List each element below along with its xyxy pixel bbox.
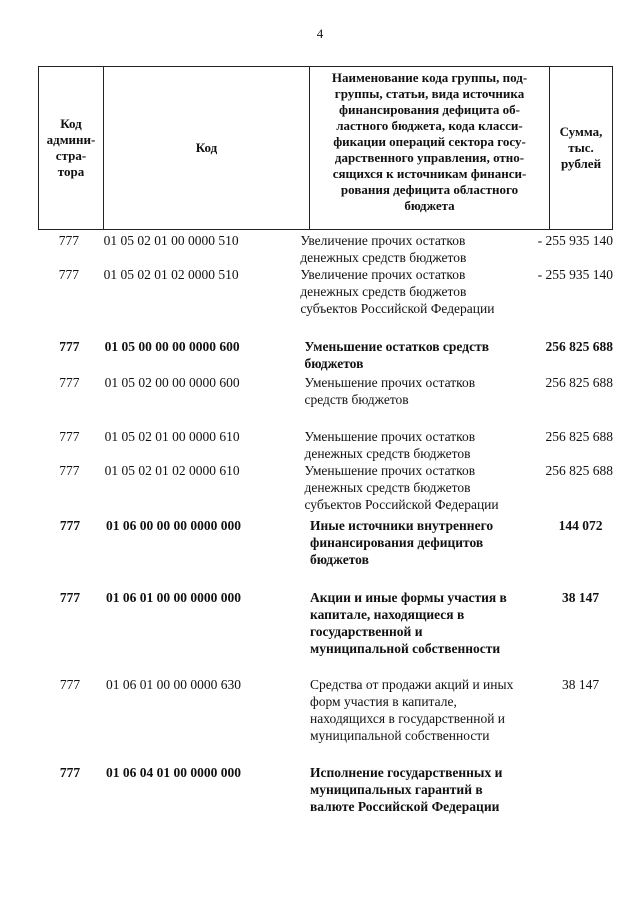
code-cell: 01 05 02 01 02 0000 610 xyxy=(104,463,240,478)
name-line: Увеличение прочих остатков xyxy=(300,267,466,282)
admin-code-cell: 777 xyxy=(58,233,79,248)
header-line: Наименование кода группы, под- xyxy=(331,70,528,85)
name-line: Средства от продажи акций и иных xyxy=(310,677,514,692)
sum-cell: - 255 935 140 xyxy=(537,233,614,248)
table-row xyxy=(38,764,613,815)
name-cell xyxy=(308,676,548,744)
name-cell xyxy=(298,266,529,317)
name-cell xyxy=(308,764,548,815)
header-admin-code xyxy=(39,67,103,229)
header-line: тора xyxy=(57,164,85,179)
name-cell xyxy=(302,428,537,462)
name-line: Уменьшение прочих остатков xyxy=(304,463,476,478)
table-row xyxy=(38,338,613,372)
table-row xyxy=(38,266,613,317)
header-line: рования дефицита областного xyxy=(340,182,519,197)
header-line: финансирования дефицита об- xyxy=(338,102,520,117)
name-line: муниципальной собственности xyxy=(310,641,501,656)
name-line: субъектов Российской Федерации xyxy=(304,497,499,512)
sum-cell: 144 072 xyxy=(558,518,603,533)
code-cell: 01 05 02 01 00 0000 610 xyxy=(104,429,240,444)
name-line: бюджетов xyxy=(310,552,369,567)
name-line: Уменьшение прочих остатков xyxy=(304,429,476,444)
name-line: форм участия в капитале, xyxy=(310,694,457,709)
header-line: Код xyxy=(195,140,218,155)
admin-code-cell: 777 xyxy=(59,339,80,354)
admin-code-cell: 777 xyxy=(59,518,81,533)
name-line: средств бюджетов xyxy=(304,392,409,407)
name-line: находящихся в государственной и xyxy=(310,711,506,726)
name-line: муниципальной собственности xyxy=(310,728,490,743)
header-line: Сумма, xyxy=(559,124,603,139)
sum-cell: 256 825 688 xyxy=(545,339,614,354)
name-cell xyxy=(298,232,529,266)
name-line: финансирования дефицитов xyxy=(310,535,484,550)
name-line: бюджетов xyxy=(304,356,364,371)
header-line: админи- xyxy=(46,132,96,147)
name-line: денежных средств бюджетов xyxy=(300,250,467,265)
name-line: капитале, находящиеся в xyxy=(310,607,465,622)
admin-code-cell: 777 xyxy=(59,677,81,692)
sum-cell: 38 147 xyxy=(561,677,600,692)
header-line: дарственного управления, отно- xyxy=(334,150,525,165)
name-cell xyxy=(302,462,537,513)
admin-code-cell: 777 xyxy=(59,463,80,478)
name-line: денежных средств бюджетов xyxy=(304,446,471,461)
header-name xyxy=(309,67,549,229)
name-line: муниципальных гарантий в xyxy=(310,782,483,797)
name-cell xyxy=(302,338,537,372)
name-line: Уменьшение прочих остатков xyxy=(304,375,476,390)
header-line: бюджета xyxy=(404,198,455,213)
name-line: Иные источники внутреннего xyxy=(310,518,494,533)
table-row xyxy=(38,428,613,462)
code-cell: 01 05 00 00 00 0000 600 xyxy=(104,339,240,354)
name-line: денежных средств бюджетов xyxy=(300,284,467,299)
name-line: Уменьшение остатков средств xyxy=(304,339,489,354)
header-line: фикации операций сектора госу- xyxy=(333,134,526,149)
header-line: тыс. рублей xyxy=(560,140,602,171)
admin-code-cell: 777 xyxy=(59,590,81,605)
sum-cell: - 255 935 140 xyxy=(537,267,614,282)
table-body xyxy=(38,232,613,815)
table-row xyxy=(38,517,613,568)
header-line: сящихся к источникам финанси- xyxy=(332,166,527,181)
table-header xyxy=(38,66,613,230)
table-row xyxy=(38,462,613,513)
header-line: ластного бюджета, кода класси- xyxy=(336,118,523,133)
admin-code-cell: 777 xyxy=(58,267,79,282)
admin-code-cell: 777 xyxy=(59,429,80,444)
code-cell: 01 06 01 00 00 0000 000 xyxy=(106,590,241,605)
name-line: государственной и xyxy=(310,624,423,639)
header-line: Код xyxy=(60,116,82,131)
code-cell: 01 06 01 00 00 0000 630 xyxy=(106,677,241,692)
code-cell: 01 05 02 01 02 0000 510 xyxy=(103,267,239,282)
admin-code-cell: 777 xyxy=(59,375,80,390)
header-line: группы, статьи, вида источника xyxy=(334,86,525,101)
sum-cell: 38 147 xyxy=(561,590,600,605)
header-sum xyxy=(549,67,612,229)
header-code xyxy=(103,67,309,229)
admin-code-cell: 777 xyxy=(59,765,81,780)
sum-cell: 256 825 688 xyxy=(545,429,614,444)
table-row xyxy=(38,374,613,408)
name-line: Исполнение государственных и xyxy=(310,765,503,780)
sum-cell xyxy=(548,764,613,815)
sum-cell: 256 825 688 xyxy=(545,463,614,478)
table-row xyxy=(38,589,613,657)
header-line: стра- xyxy=(55,148,87,163)
code-cell: 01 05 02 00 00 0000 600 xyxy=(104,375,240,390)
table-row xyxy=(38,232,613,266)
code-cell: 01 05 02 01 00 0000 510 xyxy=(103,233,239,248)
table-row xyxy=(38,676,613,744)
name-line: Увеличение прочих остатков xyxy=(300,233,466,248)
code-cell: 01 06 04 01 00 0000 000 xyxy=(106,765,241,780)
sum-cell: 256 825 688 xyxy=(545,375,614,390)
page-number: 4 xyxy=(316,26,324,41)
name-cell xyxy=(308,517,548,568)
name-line: Акции и иные формы участия в xyxy=(310,590,507,605)
name-line: денежных средств бюджетов xyxy=(304,480,471,495)
name-line: валюте Российской Федерации xyxy=(310,799,500,814)
name-line: субъектов Российской Федерации xyxy=(300,301,495,316)
name-cell xyxy=(308,589,548,657)
code-cell: 01 06 00 00 00 0000 000 xyxy=(106,518,241,533)
name-cell xyxy=(302,374,537,408)
